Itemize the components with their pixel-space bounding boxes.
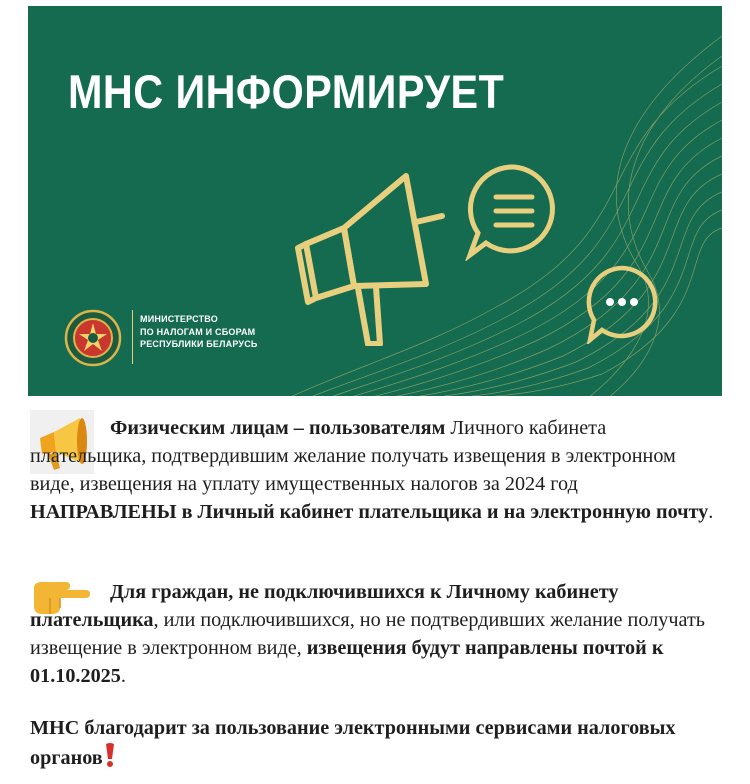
- para1-bold1: Физическим лицам – пользователям: [110, 417, 446, 439]
- para2-bold2: извещения будут направлены почтой к 01.10.2025: [30, 637, 664, 687]
- para1-bold2: НАПРАВЛЕНЫ в Личный кабинет плательщика и на электронную почту: [30, 501, 709, 523]
- org-line: РЕСПУБЛИКИ БЕЛАРУСЬ: [140, 339, 258, 349]
- banner: [28, 6, 722, 396]
- exclamation-icon: [103, 742, 117, 768]
- paragraph-by-mail: [30, 578, 725, 690]
- org-line: МИНИСТЕРСТВО: [140, 314, 218, 324]
- paragraph-thanks: [30, 714, 725, 772]
- org-divider: [132, 310, 133, 364]
- org-name: [140, 313, 258, 351]
- para2-text2: .: [120, 665, 126, 687]
- org-line: ПО НАЛОГАМ И СБОРАМ: [140, 326, 256, 337]
- chat-bubble-icon: [464, 161, 564, 261]
- megaphone-icon: [276, 166, 456, 346]
- chat-bubble-icon: [582, 264, 662, 344]
- para3-bold1: МНС благодарит за пользование электронными сервисами налоговых органов: [30, 717, 676, 769]
- para2-text1: , или подключившихся, но не подтвердивших желание получать извещение в электронном виде,: [30, 609, 705, 659]
- para2-bold1: Для граждан, не подключившихся к Личному кабинету плательщика: [30, 581, 619, 631]
- para1-text2: .: [708, 501, 714, 523]
- para1-text1: Личного кабинета плательщика, подтвердившим желание получать извещения в электронном виде, извещения на уплату имущественных налогов за 2024 год: [30, 417, 676, 495]
- paragraph-personal-account: [30, 414, 725, 526]
- ministry-emblem-icon: [64, 309, 122, 367]
- banner-title: МНС ИНФОРМИРУЕТ: [68, 65, 505, 118]
